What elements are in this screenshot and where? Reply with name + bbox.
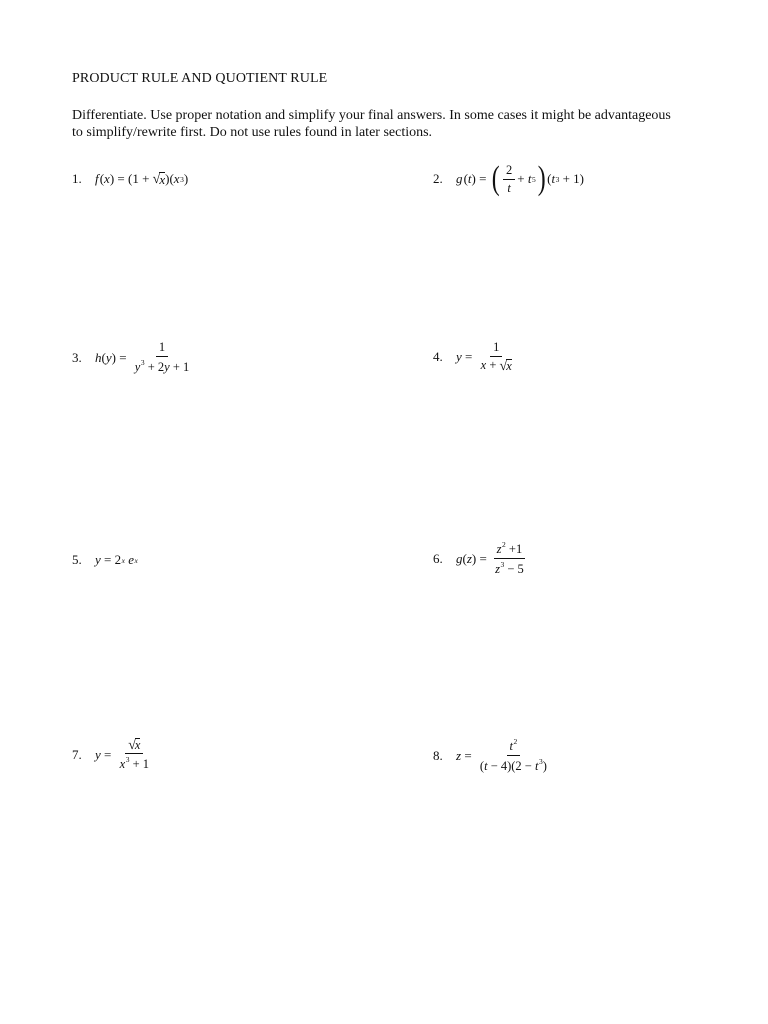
problem-expression: y = 2 x e x [95, 552, 138, 568]
problem-expression: g ( t ) = ( $\frac{2}{t}$ + t 5 ) ( t 3 + 1) [456, 160, 584, 197]
problem-5 [72, 551, 138, 568]
problem-8 [433, 737, 552, 774]
problem-3 [72, 340, 194, 375]
problem-expression: g ( z ) = $\frac{z^2 +1}{z^3 - 5}$ [456, 540, 524, 576]
problem-number: 6. [433, 550, 443, 566]
problem-number: 5. [72, 552, 82, 568]
problem-number: 7. [72, 746, 82, 762]
problem-number: 4. [433, 348, 443, 364]
problem-7 [72, 737, 154, 772]
page-title: PRODUCT RULE AND QUOTIENT RULE [72, 71, 328, 86]
problem-expression: f ( x ) = (1 + √ x )( x 3 ) [95, 171, 189, 188]
problem-number: 2. [433, 171, 443, 186]
problem-number: 3. [72, 349, 82, 365]
problem-number: 8. [433, 747, 443, 763]
problem-expression: y = √ x $x^3 + 1$ [95, 738, 149, 771]
instructions: Differentiate. Use proper notation and simplify your final answers. In some cases it might be advantageous to simplify/rewrite first. Do not use rules found in later sections. [72, 108, 671, 140]
problem-1 [72, 170, 188, 187]
problem-2 [433, 162, 584, 196]
problem-6 [433, 540, 529, 577]
problem-expression: y = 1 x + √ x [456, 340, 512, 374]
problem-number: 1. [72, 171, 82, 187]
problem-expression: z = $\frac{t^2}{(t - 4)(2 - t^3)}$ [456, 737, 547, 773]
problem-4 [433, 340, 517, 373]
problem-expression: h ( y ) = $\frac{1}{y^3 + 2y + 1}$ [95, 340, 190, 374]
